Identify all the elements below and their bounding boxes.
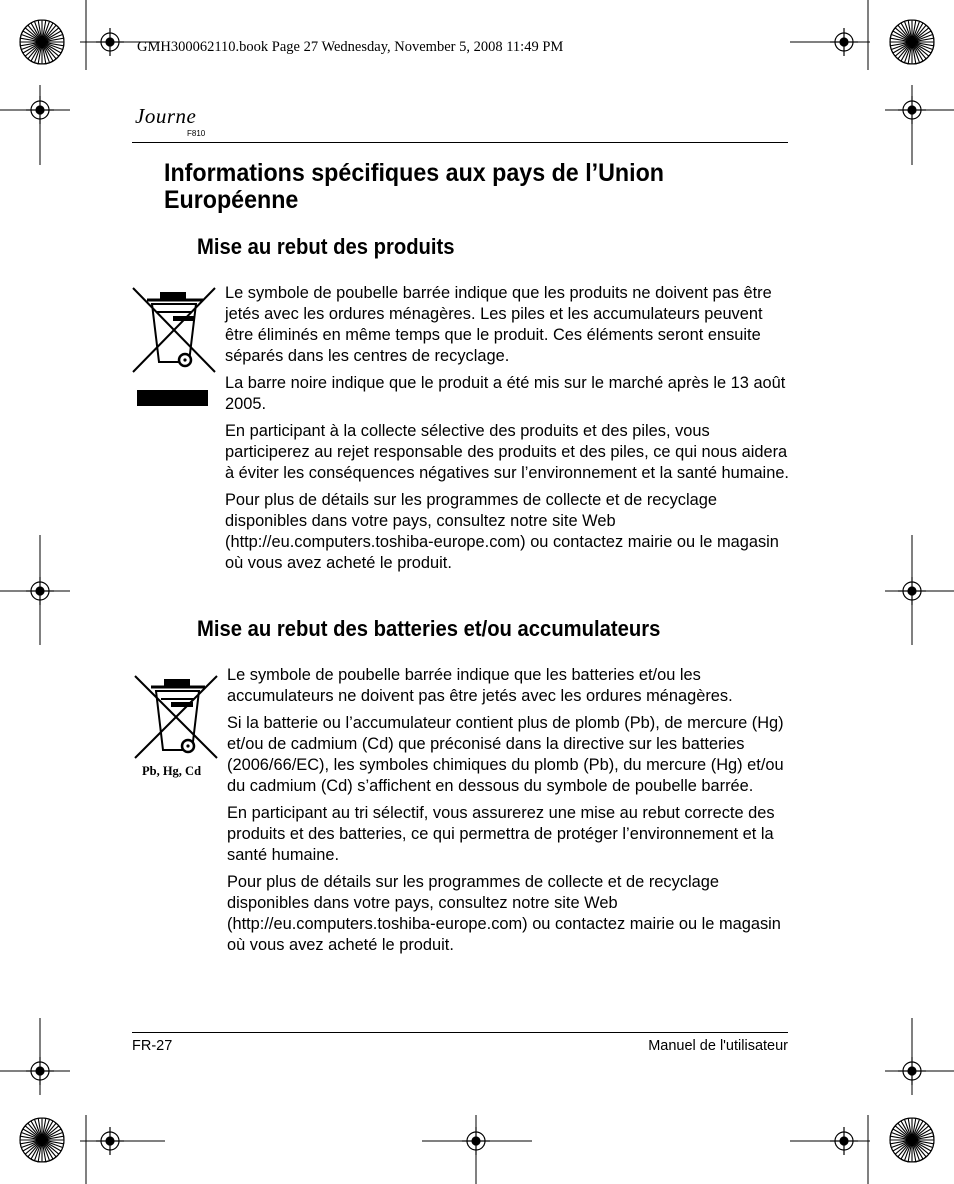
paragraph: Le symbole de poubelle barrée indique que les batteries et/ou les accumulateurs ne doivent pas être jetés avec les ordures ménagères. <box>227 666 733 705</box>
section-heading-batteries: Mise au rebut des batteries et/ou accumulateurs <box>197 616 661 641</box>
manual-title: Manuel de l'utilisateur <box>648 1038 788 1054</box>
chemical-symbols-label: Pb, Hg, Cd <box>142 764 202 778</box>
page-number: FR-27 <box>132 1038 173 1054</box>
section-body-products <box>225 283 790 580</box>
paragraph: Si la batterie ou l’accumulateur contient plus de plomb (Pb), de mercure (Hg) et/ou de cadmium (Cd) que préconisé dans la directive sur les batteries (2006/66/EC), les symboles chimiques du plomb (Pb), du mercure (Hg) et/ou du cadmium (Cd) s’affichent en dessous du symbole de poubelle barrée. <box>227 714 784 795</box>
paragraph: Pour plus de détails sur les programmes de collecte et de recyclage disponibles dans votre pays, consultez notre site Web (http://eu.computers.toshiba-europe.com) ou contactez mairie ou le magasin où vous avez acheté le produit. <box>227 873 781 954</box>
crossed-out-wheelie-bin-icon <box>133 672 219 762</box>
starburst-mark-icon <box>20 20 64 64</box>
paragraph: La barre noire indique que le produit a été mis sur le marché après le 13 août 2005. <box>225 374 786 413</box>
paragraph: En participant à la collecte sélective des produits et des piles, vous participerez au rejet responsable des produits et des piles, ce qui nous aidera à éviter les conséquences négatives sur l’environnement et la santé humaine. <box>225 422 789 482</box>
footer-rule <box>132 1032 788 1033</box>
paragraph: Pour plus de détails sur les programmes de collecte et de recyclage disponibles dans votre pays, consultez notre site Web (http://eu.computers.toshiba-europe.com) ou contactez mairie ou le magasin où vous avez acheté le produit. <box>225 491 779 572</box>
starburst-mark-icon <box>890 1118 934 1162</box>
header-rule <box>132 142 788 143</box>
paragraph: En participant au tri sélectif, vous assurerez une mise au rebut correcte des produits et des batteries, ce qui permettra de protéger l’environnement et la santé humaine. <box>227 804 775 864</box>
section-heading-products: Mise au rebut des produits <box>197 234 455 259</box>
paragraph: Le symbole de poubelle barrée indique que les produits ne doivent pas être jetés avec les ordures ménagères. Les piles et les accumulateurs peuvent être éliminés en même temps que le produit. Ces éléments seront ensuite séparés dans les centres de recyclage. <box>225 284 772 365</box>
section-body-batteries <box>227 665 792 962</box>
print-slug-line: GMH300062110.book Page 27 Wednesday, November 5, 2008 11:49 PM <box>137 39 564 55</box>
model-name: F810 <box>187 129 206 138</box>
starburst-mark-icon <box>20 1118 64 1162</box>
brand-logo: Journe <box>135 104 197 128</box>
black-bar-marker <box>137 390 208 406</box>
crossed-out-wheelie-bin-icon <box>131 286 217 374</box>
starburst-mark-icon <box>890 20 934 64</box>
page-title: Informations spécifiques aux pays de l’Union Européenne <box>164 159 664 214</box>
